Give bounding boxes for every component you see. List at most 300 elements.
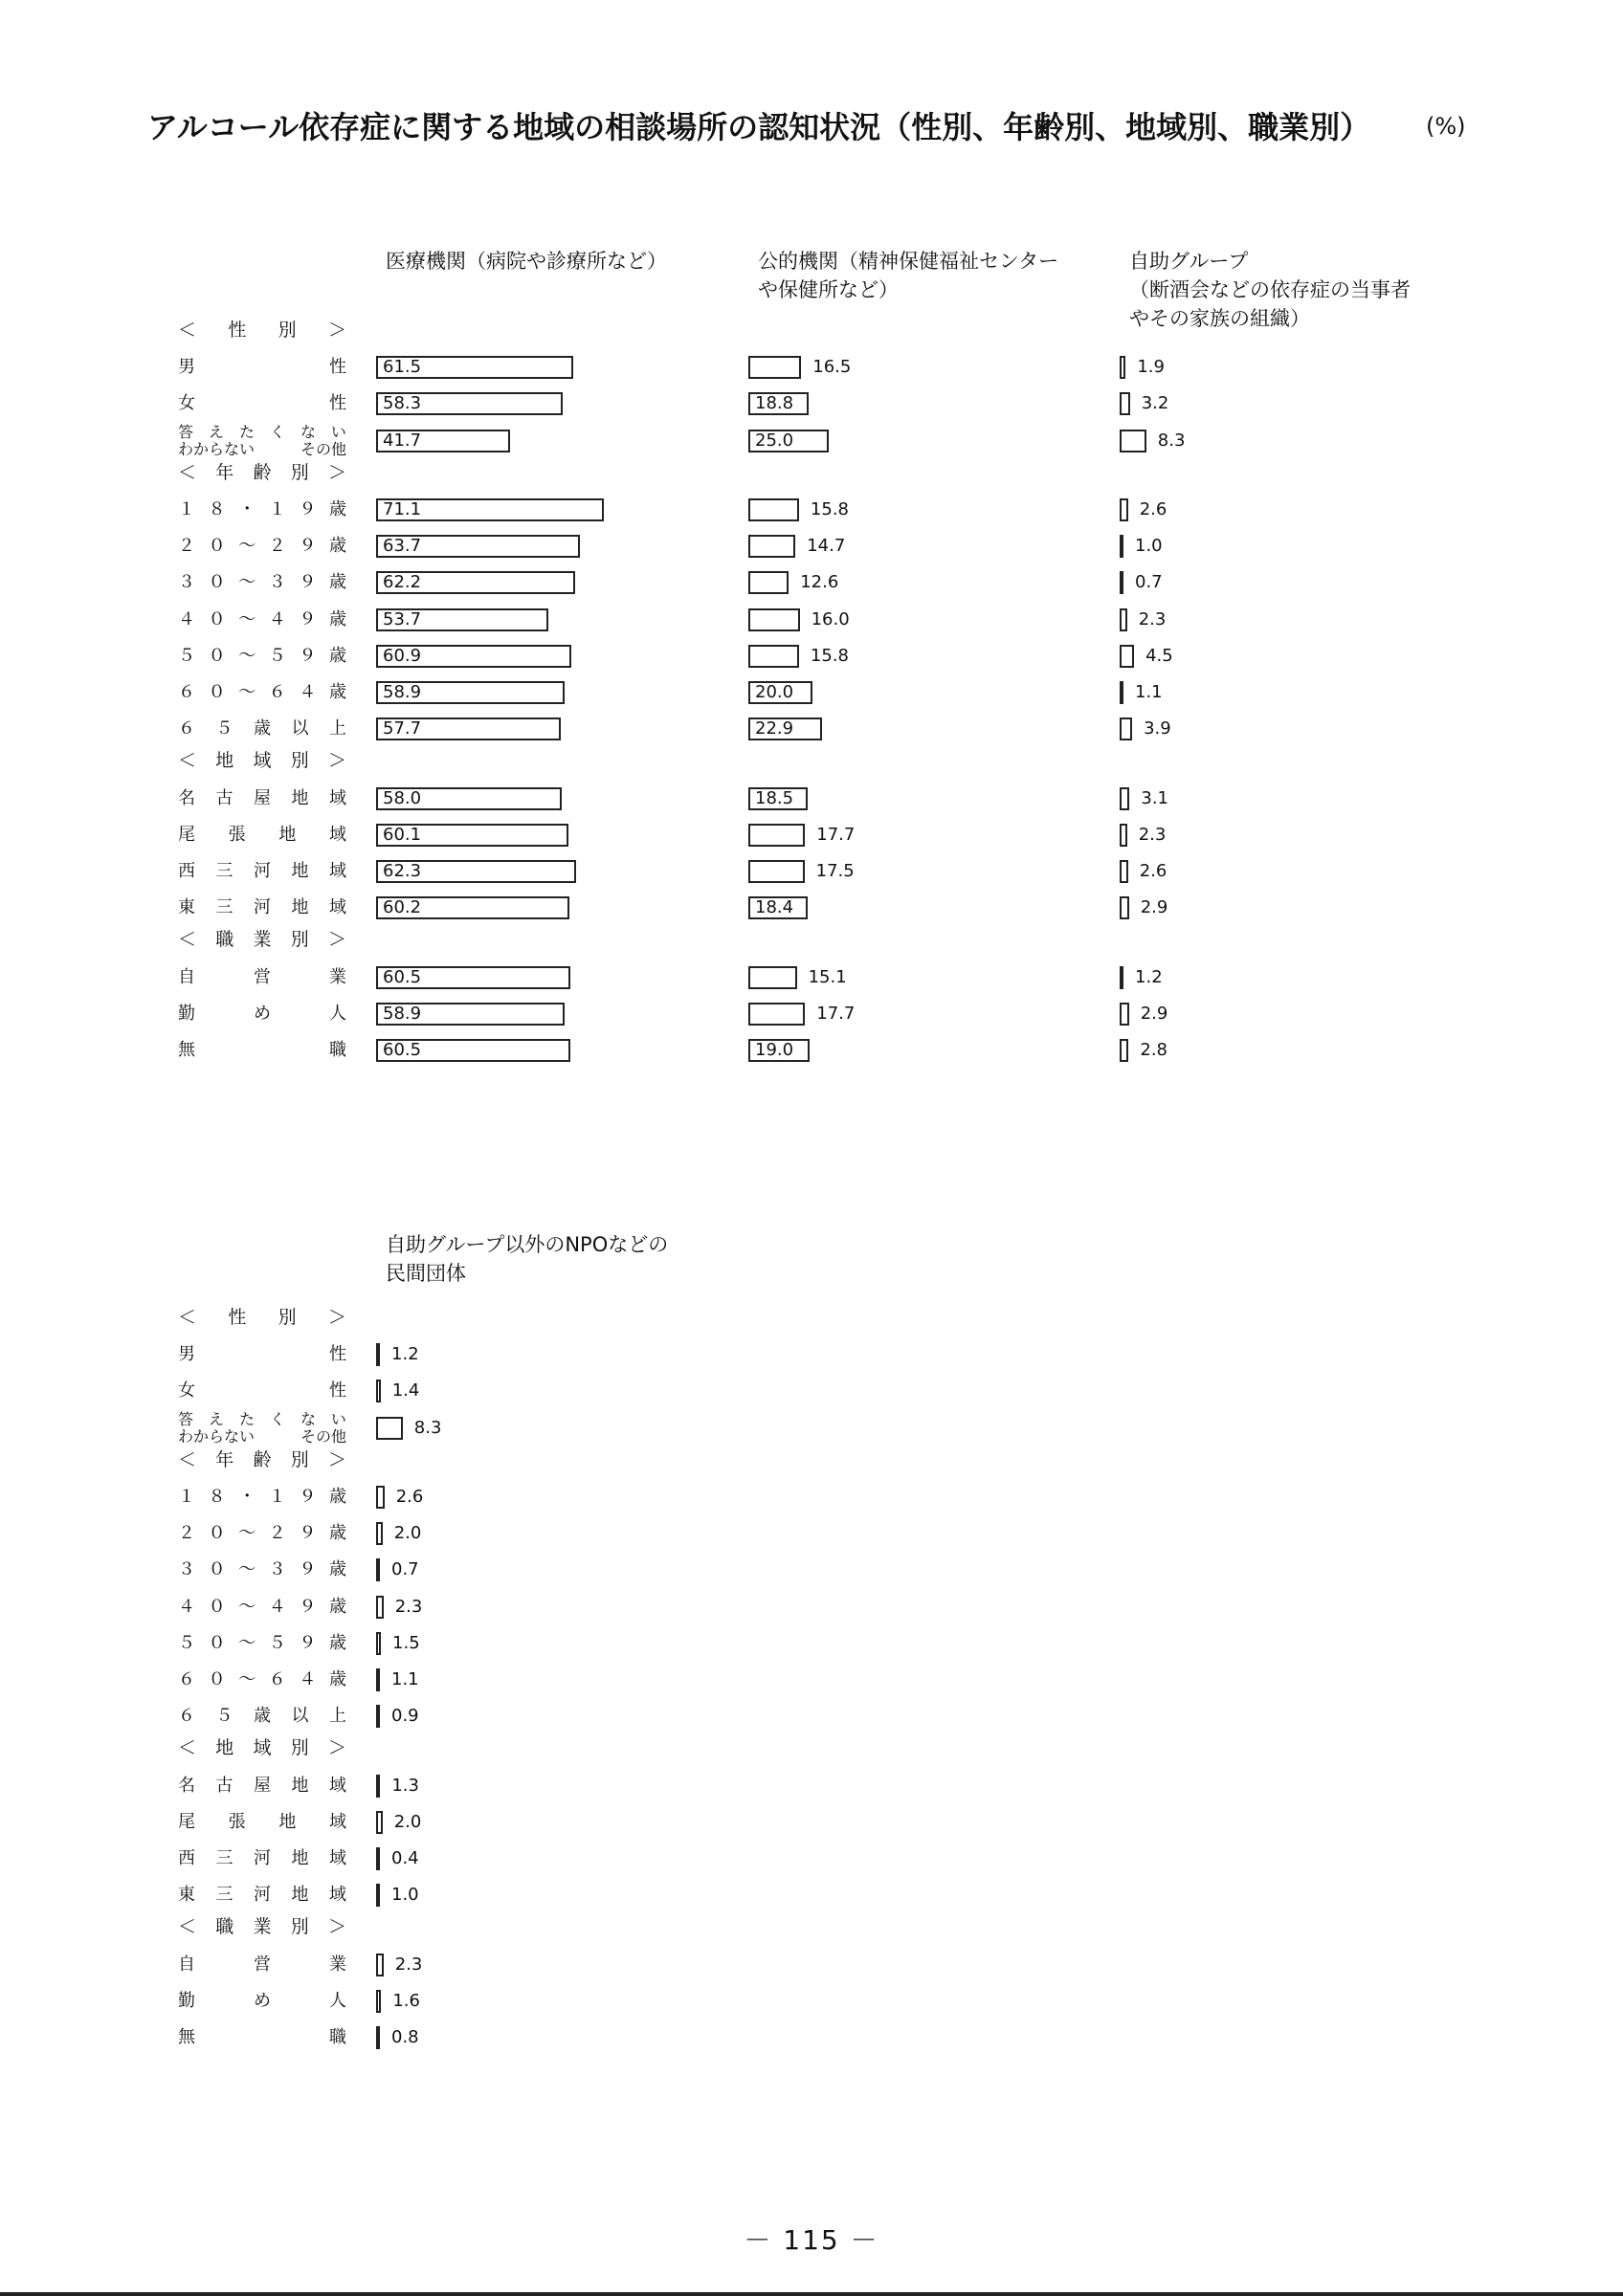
row-label-char: 古 <box>215 1775 233 1796</box>
bar <box>748 356 801 379</box>
row-label-char: 名 <box>178 1775 195 1796</box>
bar <box>376 1990 381 2013</box>
data-label: 61.5 <box>383 357 422 378</box>
row-label-char: １ <box>178 1487 195 1507</box>
row-label-char: ４ <box>268 1596 286 1617</box>
row-label-char: ０ <box>208 1559 226 1580</box>
bar <box>1120 718 1132 740</box>
bar <box>376 1522 383 1545</box>
row-label <box>178 498 346 521</box>
row-label <box>178 1596 346 1619</box>
data-label: 19.0 <box>755 1040 794 1060</box>
row-label-char: 三 <box>215 1848 233 1868</box>
data-label: 1.2 <box>391 1344 419 1365</box>
group-label-char: 性 <box>228 1307 247 1328</box>
group-label-char: ＜ <box>178 461 197 483</box>
row-label-char: 地 <box>291 1885 309 1906</box>
row-label-char: 歳 <box>328 1596 346 1617</box>
group-label-char: ＜ <box>178 1737 197 1759</box>
row-label-char: 営 <box>254 966 271 987</box>
data-label: 4.5 <box>1145 645 1173 666</box>
data-label: 25.0 <box>755 430 794 451</box>
row-label-char: ９ <box>299 1559 317 1580</box>
bar <box>1120 1039 1128 1062</box>
row-label-char: 地 <box>291 1848 309 1868</box>
row-label <box>178 1990 346 2013</box>
row-label-char: 人 <box>329 1990 346 2011</box>
data-label: 1.1 <box>1135 682 1163 702</box>
row-label-char: 上 <box>329 718 346 740</box>
row-label <box>178 1811 346 1834</box>
row-label-char: 歳 <box>328 608 346 629</box>
row-label-char: ０ <box>208 608 226 629</box>
data-label: 71.1 <box>383 499 422 519</box>
row-label-char: ～ <box>238 1523 256 1544</box>
row-label-char: 人 <box>329 1003 346 1024</box>
row-label-char: ９ <box>299 1487 317 1507</box>
row-label-char: 性 <box>329 1344 346 1365</box>
row-label-char: 歳 <box>328 1669 346 1689</box>
row-label <box>178 1954 346 1976</box>
row-label-char: ４ <box>178 1596 195 1617</box>
series-header: 自助グループ以外のNPOなどの 民間団体 <box>386 1233 669 1285</box>
group-label-char: ＜ <box>178 1448 197 1470</box>
data-label: 1.0 <box>1135 536 1163 557</box>
row-label-char: 三 <box>215 897 233 918</box>
group-label-char: 性 <box>228 320 247 341</box>
bar <box>376 1668 380 1691</box>
group-label-char: ＞ <box>327 1307 346 1328</box>
row-label <box>178 1522 346 1545</box>
group-label <box>178 319 346 342</box>
bar <box>1120 787 1129 810</box>
row-label-char: 歳 <box>328 572 346 593</box>
data-label: 60.9 <box>383 645 422 666</box>
row-label-char: ・ <box>238 499 256 519</box>
bar <box>376 1884 380 1907</box>
data-label: 3.2 <box>1141 393 1169 414</box>
row-label-char: ０ <box>208 1632 226 1653</box>
row-label-char: ５ <box>178 645 195 666</box>
data-label: 2.3 <box>394 1596 423 1617</box>
data-label: 8.3 <box>413 1417 442 1438</box>
data-label: 62.2 <box>383 572 422 593</box>
row-label-char: ９ <box>299 499 317 519</box>
row-label-char: 屋 <box>254 787 271 808</box>
row-label-char: ２ <box>268 536 286 557</box>
bar <box>376 1632 381 1655</box>
group-label-char: ＜ <box>178 320 197 341</box>
group-label-char: ＞ <box>327 461 346 483</box>
row-label-char: 域 <box>329 897 346 918</box>
row-label-char: 業 <box>329 1954 346 1975</box>
row-label-char: ０ <box>208 1523 226 1544</box>
row-label-char: 女 <box>178 1380 195 1402</box>
row-label <box>178 896 346 919</box>
row-label-char: ０ <box>208 536 226 557</box>
bar <box>376 1847 380 1870</box>
bar <box>1120 430 1146 453</box>
data-label: 41.7 <box>383 430 422 451</box>
bar <box>1120 571 1123 594</box>
row-label-char: 地 <box>291 1775 309 1796</box>
data-label: 1.2 <box>1135 966 1163 987</box>
row-label-char: 河 <box>254 1848 271 1868</box>
group-label <box>178 1915 346 1938</box>
group-label-char: 業 <box>253 929 272 951</box>
bar <box>376 1343 380 1366</box>
data-label: 2.8 <box>1140 1040 1168 1060</box>
row-label-char: ６ <box>178 1669 195 1689</box>
data-label: 1.9 <box>1137 357 1165 378</box>
unit-label: (%) <box>1426 113 1466 140</box>
data-label: 8.3 <box>1157 430 1186 451</box>
row-label-char: い <box>330 1409 346 1428</box>
data-label: 60.2 <box>383 897 422 918</box>
group-label <box>178 1736 346 1759</box>
bar <box>1120 1003 1129 1026</box>
bar <box>748 645 799 668</box>
row-label-char: ３ <box>178 1559 195 1580</box>
data-label: 2.9 <box>1140 897 1168 918</box>
row-label-char: ５ <box>215 1706 233 1727</box>
row-label-char: 域 <box>328 1811 346 1832</box>
bar <box>1120 860 1128 883</box>
data-label: 16.5 <box>812 357 852 378</box>
row-label-char: 職 <box>329 1040 346 1060</box>
data-label: 57.7 <box>383 718 422 740</box>
data-label: 18.5 <box>755 787 794 808</box>
row-label-char: く <box>269 1409 285 1428</box>
row-label-char: な <box>300 1409 316 1428</box>
row-label-word: その他 <box>300 439 346 458</box>
row-label-line <box>178 441 346 458</box>
row-label-char: ８ <box>208 499 226 519</box>
group-label-char: 別 <box>278 320 297 341</box>
row-label-char: 歳 <box>328 1559 346 1580</box>
row-label-char: え <box>208 1409 224 1428</box>
row-label-char: 勤 <box>178 1990 195 2011</box>
data-label: 2.6 <box>395 1487 424 1507</box>
row-label-char: ５ <box>178 1632 195 1653</box>
series-header: 医療機関（病院や診療所など） <box>386 250 667 273</box>
row-label-char: ～ <box>238 682 256 702</box>
group-label-char: 齢 <box>253 461 272 483</box>
row-label-char: 職 <box>329 2027 346 2047</box>
row-label-char: ６ <box>178 718 195 740</box>
bar <box>748 966 797 989</box>
row-label-char: 歳 <box>254 1706 271 1727</box>
row-label-char: 東 <box>178 1885 195 1906</box>
row-label-char: え <box>208 422 224 441</box>
bar <box>1120 824 1127 847</box>
row-label-char: 営 <box>254 1954 271 1975</box>
row-label-char: １ <box>268 1487 286 1507</box>
row-label <box>178 1558 346 1581</box>
row-label-char: ９ <box>299 536 317 557</box>
bar <box>376 1558 380 1581</box>
data-label: 2.0 <box>393 1523 422 1544</box>
row-label-char: ４ <box>268 608 286 629</box>
row-label-char: 張 <box>228 824 246 845</box>
data-label: 53.7 <box>383 608 422 629</box>
group-label-char: ＜ <box>178 750 197 772</box>
bar <box>1120 645 1134 668</box>
row-label-char: 地 <box>291 897 309 918</box>
data-label: 3.1 <box>1141 787 1169 808</box>
row-label-char: ６ <box>268 682 286 702</box>
group-label-char: ＞ <box>327 1737 346 1759</box>
bar <box>376 1380 381 1402</box>
data-label: 16.0 <box>811 608 850 629</box>
row-label-char: 西 <box>178 861 195 881</box>
row-label-char: ９ <box>299 572 317 593</box>
row-label-char: め <box>254 1003 271 1024</box>
row-label-char: 地 <box>291 787 309 808</box>
row-label <box>178 1847 346 1870</box>
row-label-word: わからない <box>178 439 256 458</box>
group-label-char: 地 <box>215 1737 234 1759</box>
row-label <box>178 1668 346 1691</box>
row-label-char: 河 <box>254 1885 271 1906</box>
group-label-char: 別 <box>290 461 309 483</box>
row-label-char: ４ <box>178 608 195 629</box>
footer-rule <box>0 2292 1623 2296</box>
row-label-char: ５ <box>268 645 286 666</box>
row-label-char: 性 <box>329 393 346 414</box>
data-label: 20.0 <box>755 682 794 702</box>
group-label-char: 別 <box>278 1307 297 1328</box>
group-label <box>178 928 346 951</box>
row-label <box>178 422 346 460</box>
row-label-char: 歳 <box>328 1487 346 1507</box>
row-label <box>178 571 346 594</box>
row-label-char: 歳 <box>328 682 346 702</box>
data-label: 0.7 <box>1135 572 1163 593</box>
data-label: 18.8 <box>755 393 794 414</box>
row-label-line <box>178 1411 346 1428</box>
data-label: 12.6 <box>800 572 839 593</box>
row-label-char: 歳 <box>254 718 271 740</box>
row-label <box>178 787 346 810</box>
row-label-char: 域 <box>329 787 346 808</box>
row-label-char: 女 <box>178 393 195 414</box>
row-label-char: た <box>238 422 255 441</box>
group-label-char: 域 <box>253 750 272 772</box>
row-label-char: ４ <box>299 1669 317 1689</box>
page-number: － 115 － <box>744 2224 879 2256</box>
group-label <box>178 749 346 772</box>
row-label-char: 地 <box>278 824 297 845</box>
data-label: 3.9 <box>1144 718 1171 740</box>
row-label-char: 無 <box>178 2027 195 2047</box>
row-label-char: 地 <box>291 861 309 881</box>
row-label-char: 歳 <box>328 1523 346 1544</box>
series-header: 公的機関（精神保健福祉センター や保健所など） <box>758 250 1059 301</box>
data-label: 0.8 <box>391 2027 419 2047</box>
row-label <box>178 1409 346 1447</box>
row-label-char: ９ <box>299 1596 317 1617</box>
bar <box>1120 681 1123 704</box>
row-label-char: ０ <box>208 645 226 666</box>
data-label: 2.6 <box>1139 861 1167 881</box>
row-label-char: め <box>254 1990 271 2011</box>
row-label-char: ０ <box>208 1669 226 1689</box>
row-label <box>178 1775 346 1798</box>
bar <box>1120 966 1123 989</box>
row-label-char: 河 <box>254 861 271 881</box>
row-label <box>178 2026 346 2049</box>
row-label <box>178 1632 346 1655</box>
data-label: 17.7 <box>816 824 856 845</box>
row-label-char: ５ <box>215 718 233 740</box>
group-label-char: ＞ <box>327 1448 346 1470</box>
data-label: 0.7 <box>391 1559 419 1580</box>
row-label-char: い <box>330 422 346 441</box>
group-label-char: ＞ <box>327 929 346 951</box>
data-label: 22.9 <box>755 718 794 740</box>
row-label-char: ６ <box>178 682 195 702</box>
row-label <box>178 1380 346 1402</box>
data-label: 18.4 <box>755 897 794 918</box>
bar <box>748 608 800 631</box>
data-label: 0.9 <box>391 1706 419 1727</box>
row-label-word: わからない <box>178 1426 256 1446</box>
group-label-char: ＜ <box>178 929 197 951</box>
row-label-char: 男 <box>178 357 195 378</box>
group-label-char: 年 <box>215 461 234 483</box>
data-label: 58.9 <box>383 1003 422 1024</box>
bar <box>376 1775 380 1798</box>
bar <box>376 1596 384 1619</box>
data-label: 1.1 <box>391 1669 419 1689</box>
data-label: 1.4 <box>391 1380 420 1402</box>
group-label-char: 別 <box>290 1737 309 1759</box>
bar <box>1120 608 1127 631</box>
row-label-char: ０ <box>208 1596 226 1617</box>
row-label-char: ９ <box>299 645 317 666</box>
group-label-char: 職 <box>215 929 234 951</box>
row-label-char: 以 <box>291 1706 309 1727</box>
row-label-char: ～ <box>238 536 256 557</box>
row-label <box>178 824 346 847</box>
row-label-char: ２ <box>178 1523 195 1544</box>
row-label-char: 西 <box>178 1848 195 1868</box>
data-label: 17.7 <box>816 1003 856 1024</box>
data-label: 15.8 <box>810 499 849 519</box>
data-label: 1.0 <box>391 1885 419 1906</box>
row-label-char: ～ <box>238 1632 256 1653</box>
bar <box>376 1705 380 1728</box>
series-header: 自助グループ （断酒会などの依存症の当事者 やその家族の組織） <box>1129 250 1411 330</box>
data-label: 2.3 <box>394 1954 423 1975</box>
row-label-char: 業 <box>329 966 346 987</box>
row-label <box>178 681 346 704</box>
row-label-char: 以 <box>291 718 309 740</box>
row-label-char: ０ <box>208 572 226 593</box>
bar <box>748 824 805 847</box>
data-label: 17.5 <box>815 861 855 881</box>
row-label-char: 域 <box>329 1848 346 1868</box>
group-label <box>178 1306 346 1329</box>
data-label: 58.9 <box>383 682 422 702</box>
bar <box>376 2026 380 2049</box>
group-label-char: ＜ <box>178 1916 197 1938</box>
row-label <box>178 860 346 883</box>
row-label-char: ～ <box>238 1559 256 1580</box>
row-label-char: ９ <box>299 1632 317 1653</box>
group-label-char: 年 <box>215 1448 234 1470</box>
group-label-char: 業 <box>253 1916 272 1938</box>
row-label <box>178 1705 346 1728</box>
row-label-char: ５ <box>268 1632 286 1653</box>
row-label-char: ９ <box>299 1523 317 1544</box>
row-label <box>178 1884 346 1907</box>
row-label-char: ３ <box>268 1559 286 1580</box>
group-label-char: 別 <box>290 929 309 951</box>
data-label: 2.3 <box>1138 608 1167 629</box>
data-label: 62.3 <box>383 861 422 881</box>
row-label-char: 自 <box>178 966 195 987</box>
row-label-char: 域 <box>329 1775 346 1796</box>
row-label-char: ２ <box>268 1523 286 1544</box>
row-label-char: ２ <box>178 536 195 557</box>
group-label <box>178 461 346 484</box>
row-label-char: ６ <box>178 1706 195 1727</box>
data-label: 2.3 <box>1138 824 1167 845</box>
row-label-char: ３ <box>178 572 195 593</box>
bar <box>376 1811 383 1834</box>
row-label-char: 東 <box>178 897 195 918</box>
bar <box>1120 498 1128 521</box>
row-label-char: ０ <box>208 682 226 702</box>
row-label-char: ９ <box>299 608 317 629</box>
bar <box>1120 392 1130 415</box>
data-label: 15.1 <box>808 966 847 987</box>
row-label <box>178 392 346 415</box>
data-label: 2.9 <box>1140 1003 1168 1024</box>
row-label-char: 三 <box>215 861 233 881</box>
row-label-char: 名 <box>178 787 195 808</box>
row-label-char: １ <box>178 499 195 519</box>
row-label-char: ～ <box>238 572 256 593</box>
data-label: 1.5 <box>392 1632 420 1653</box>
group-label-char: 別 <box>290 1916 309 1938</box>
row-label-char: 域 <box>329 1885 346 1906</box>
row-label <box>178 718 346 740</box>
row-label-char: 尾 <box>178 824 195 845</box>
row-label-char: 歳 <box>328 1632 346 1653</box>
row-label-char: た <box>238 1409 255 1428</box>
row-label-char: 自 <box>178 1954 195 1975</box>
row-label-line <box>178 424 346 441</box>
row-label-char: ・ <box>238 1487 256 1507</box>
row-label-char: ３ <box>268 572 286 593</box>
data-label: 60.5 <box>383 1040 422 1060</box>
row-label <box>178 356 346 379</box>
data-label: 2.0 <box>393 1811 422 1832</box>
group-label-char: ＞ <box>327 320 346 341</box>
row-label-line <box>178 1428 346 1446</box>
row-label-char: 張 <box>228 1811 246 1832</box>
data-label: 60.5 <box>383 966 422 987</box>
bar <box>376 1486 385 1509</box>
row-label-char: 地 <box>278 1811 297 1832</box>
data-label: 15.8 <box>810 645 849 666</box>
group-label-char: ＜ <box>178 1307 197 1328</box>
data-label: 1.6 <box>392 1990 420 2011</box>
bar <box>376 1954 384 1976</box>
